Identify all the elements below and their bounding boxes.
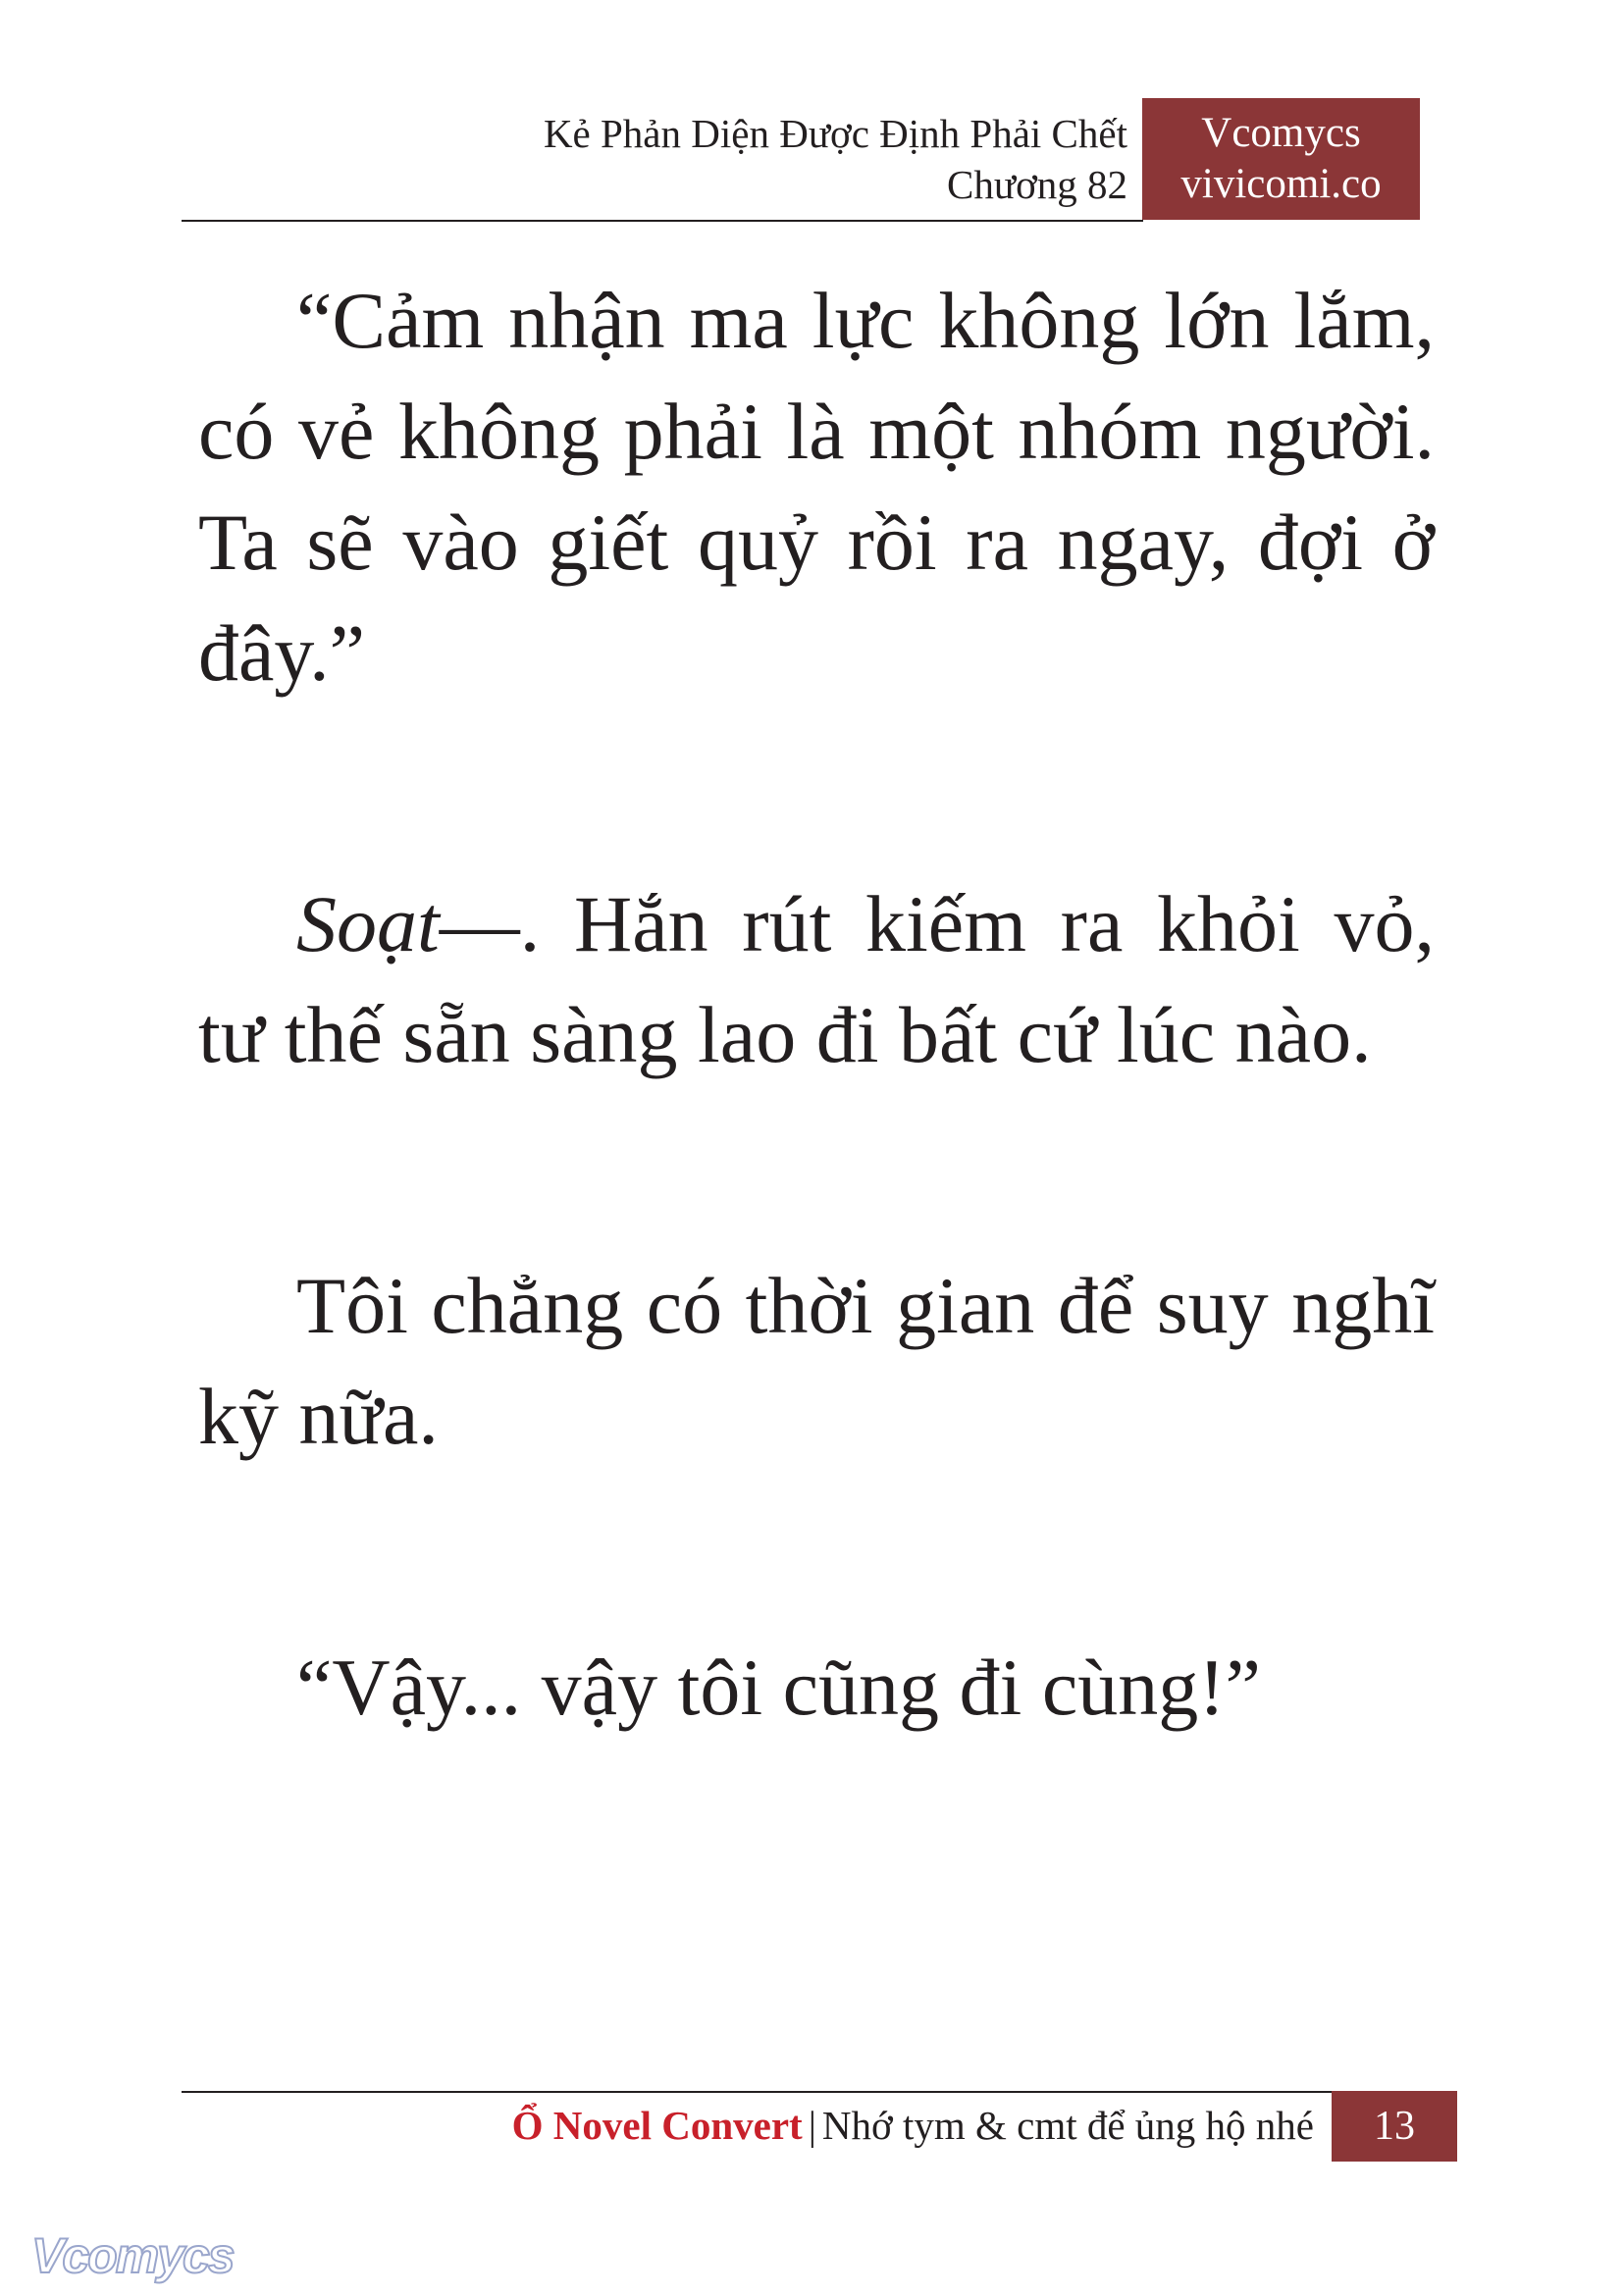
vcomycs-watermark-logo xyxy=(27,2225,263,2286)
page-header xyxy=(182,98,1420,220)
watermark-text: Vcomycs xyxy=(31,2228,234,2283)
paragraph: “Cảm nhận ma lực không lớn lắm, có vẻ không phải là một nhóm người. Ta sẽ vào giết quỷ rồi ra ngay, đợi ở đây.” xyxy=(198,276,1435,698)
book-title: Kẻ Phản Diện Được Định Phải Chết xyxy=(543,111,1127,156)
chapter-label: Chương 82 xyxy=(947,162,1127,207)
header-titles xyxy=(544,108,1127,210)
footer-separator: | xyxy=(808,2103,816,2148)
paragraph xyxy=(198,868,1435,1090)
chapter-content xyxy=(198,265,1435,1743)
footer-message: Nhớ tym & cmt để ủng hộ nhé xyxy=(821,2103,1314,2148)
page-number: 13 xyxy=(1332,2091,1457,2162)
brand-badge xyxy=(1142,98,1420,220)
brand-name: Vcomycs xyxy=(1201,110,1361,156)
paragraph: “Vậy... vậy tôi cũng đi cùng!” xyxy=(296,1643,1261,1732)
footer-brand: Ổ Novel Convert xyxy=(511,2103,803,2148)
footer-text xyxy=(512,2098,1314,2153)
header-divider xyxy=(182,220,1143,222)
paragraph: Tôi chẳng có thời gian để suy nghĩ kỹ nữa. xyxy=(198,1261,1435,1461)
brand-url: vivicomi.co xyxy=(1180,161,1382,207)
paragraph-text: —. Hắn rút kiếm ra khỏi vỏ, tư thế sẵn sàng lao đi bất cứ lúc nào. xyxy=(198,879,1435,1079)
footer-divider xyxy=(182,2091,1332,2093)
italic-sound-effect: Soạt xyxy=(296,879,440,968)
